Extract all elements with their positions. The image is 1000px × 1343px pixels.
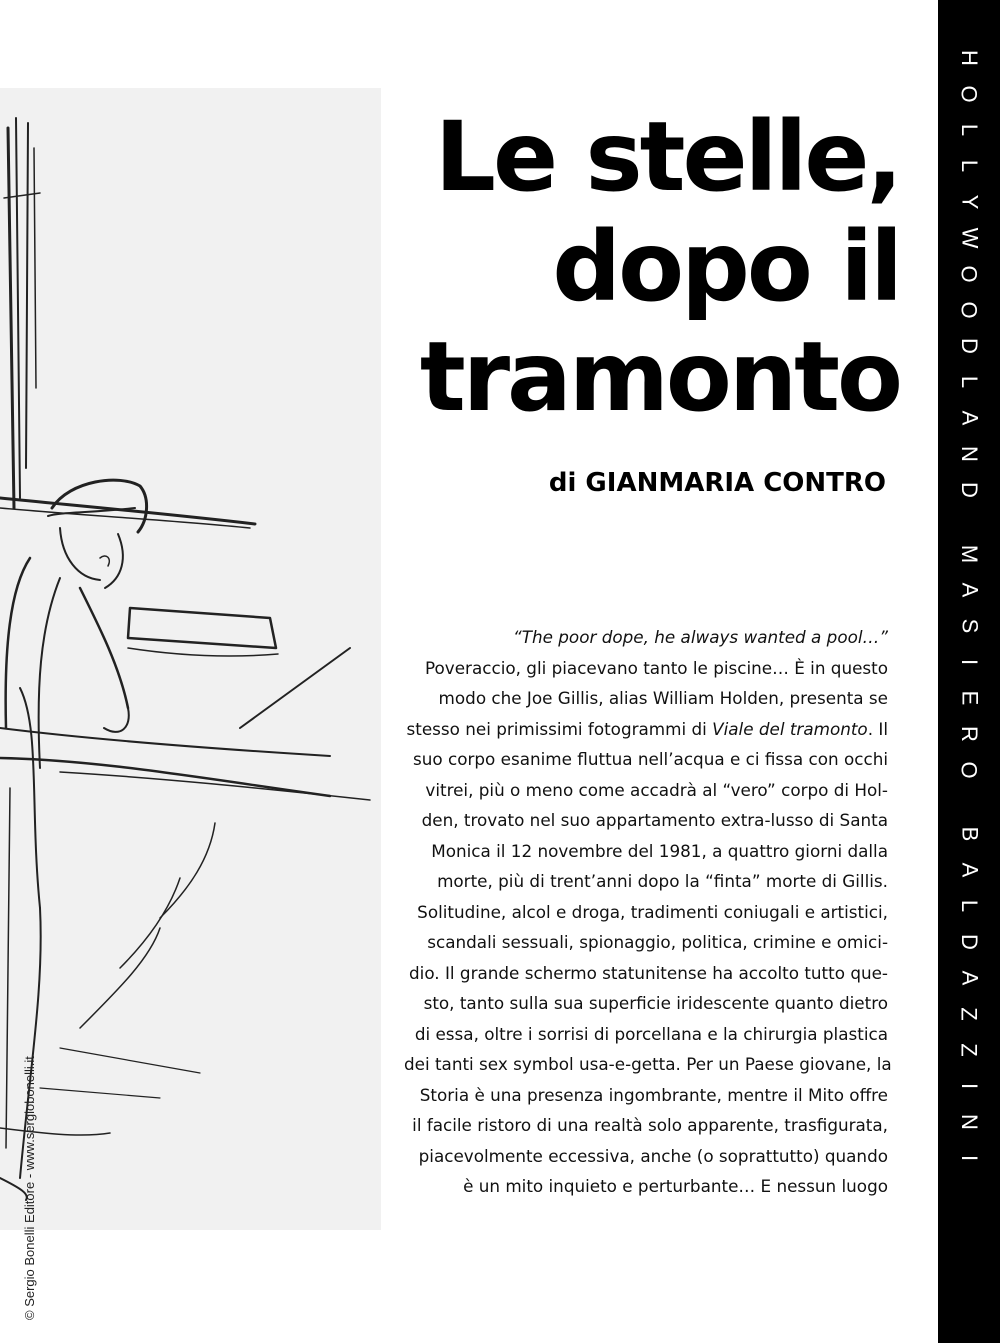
side-strip-letter: E [957,690,982,706]
body-line-text: . Il [867,718,888,739]
body-line: il facile ristoro di una realtà solo apparente, trasfigurata, [412,1115,888,1135]
body-line: Solitudine, alcol e droga, tradimenti coniugali e artistici, [417,901,888,922]
side-strip-letter: N [956,1114,982,1130]
body-line: piacevolmente eccessiva, anche (o soprattutto) quando [418,1145,888,1166]
article-body [404,622,892,1202]
side-strip-letters [945,40,993,1176]
side-strip-letter: O [957,265,982,283]
body-line: scandali sessuali, spionaggio, politica, crimine e omici- [427,932,888,952]
copyright-credit: © Sergio Bonelli Editore - www.sergiobonelli.it [22,1056,37,1320]
body-line: dei tanti sex symbol usa-e-getta. Per un Paese giovane, la [404,1054,892,1074]
film-title: Viale del tramonto [712,718,868,739]
title-line: dopo il [552,211,900,323]
side-strip-letter: D [956,482,982,498]
side-strip-letter: B [957,826,982,842]
side-strip-letter: R [956,726,982,742]
title-line: Le stelle, [434,101,900,213]
side-strip-letter: M [956,544,982,564]
body-line: vitrei, più o meno come accadrà al “vero” corpo di Hol- [425,779,888,800]
side-strip-letter: O [957,85,982,103]
side-strip-letter: A [957,582,982,598]
side-strip-letter: D [956,934,982,950]
sketch-drawing [0,88,381,1230]
side-strip-letter: I [957,658,982,666]
body-line [404,714,888,745]
side-strip-letter: N [956,446,982,462]
section-side-strip [938,0,1000,1343]
body-line: morte, più di trent’anni dopo la “finta” morte di Gillis. [437,871,888,891]
body-line: sto, tanto sulla sua superficie iridescente quanto dietro [423,993,888,1013]
side-strip-letter: O [957,761,982,779]
body-line: suo corpo esanime fluttua nell’acqua e ci fissa con occhi [413,749,888,769]
pencil-sketch-illustration [0,88,381,1230]
side-strip-letter: Y [957,194,982,210]
title-line: tramonto [419,321,900,433]
side-strip-letter: A [957,862,982,878]
side-strip-letter: L [957,123,982,137]
side-strip-letter: D [956,338,982,354]
side-strip-letter: L [957,899,982,913]
body-line: den, trovato nel suo appartamento extra-lusso di Santa [421,810,888,830]
side-strip-letter: Z [956,1043,982,1057]
side-strip-letter: L [957,159,982,173]
body-line: Monica il 12 novembre del 1981, a quattro giorni dalla [431,840,888,861]
side-strip-letter: I [957,1082,982,1090]
side-strip-letter: S [957,618,982,634]
opening-quote: “The poor dope, he always wanted a pool…” [513,627,888,647]
side-strip-letter: W [956,227,982,249]
body-line: dio. Il grande schermo statunitense ha accolto tutto que- [409,962,888,983]
body-line: modo che Joe Gillis, alias William Holden, presenta se [438,688,888,708]
body-line: Storia è una presenza ingombrante, mentre il Mito offre [419,1084,888,1105]
article-title [380,102,900,432]
body-line-text: stesso nei primissimi fotogrammi di [406,718,713,739]
side-strip-letter: I [957,1154,982,1162]
article-author: di GIANMARIA CONTRO [548,468,886,498]
side-strip-letter: O [957,301,982,319]
body-line: Poveraccio, gli piacevano tanto le piscine… È in questo [425,657,888,678]
side-strip-letter: Z [956,1007,982,1021]
side-strip-letter: A [957,970,982,986]
side-strip-letter: L [957,375,982,389]
body-line: di essa, oltre i sorrisi di porcellana e la chirurgia plastica [414,1023,888,1044]
body-line: è un mito inquieto e perturbante… E nessun luogo [463,1176,888,1196]
side-strip-letter: A [957,410,982,426]
side-strip-letter: H [956,50,982,66]
